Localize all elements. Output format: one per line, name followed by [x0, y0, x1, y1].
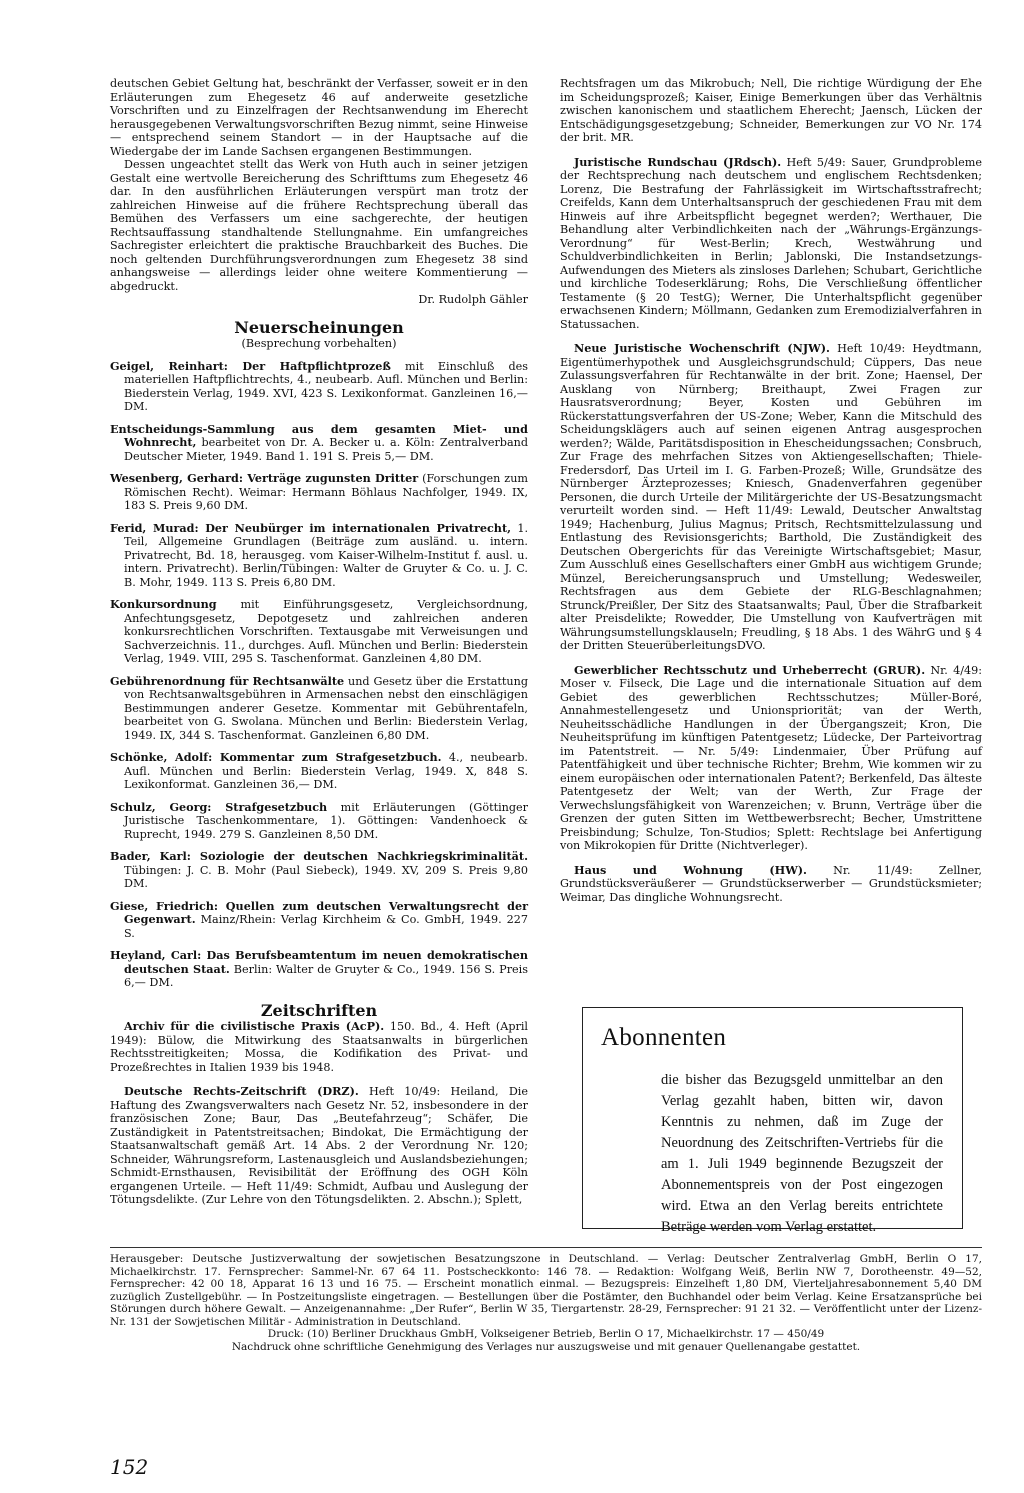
book-entry-heading: Giese, Friedrich: Quellen zum deutschen Verwaltungsrecht der Gegenwart.: [110, 898, 528, 926]
book-entry-heading: Wesenberg, Gerhard: Verträge zugunsten Dritter: [110, 471, 419, 485]
footer-divider: [110, 1247, 982, 1248]
review-paragraph: Dessen ungeachtet stellt das Werk von Huth auch in seiner jetzigen Gestalt eine wertvolle Bereicherung des Schrifttums zum Ehegesetz 46 dar. In den ausführlichen Erläuterungen verspürt man trotz der zahlreichen Hinweise auf die frühere Rechtsprechung überall das Bemühen des Verfassers um eine sachgerechte, der heutigen Rechtsauffassung standhaltende Stellungnahme. Ein umfangreiches Sachregister erleichtert die praktische Brauchbarkeit des Buches. Die noch geltenden Durchführungsverordnungen zum Ehegesetz 38 sind anhangsweise — allerdings leider ohne weitere Kommentierung — abgedruckt.: [110, 158, 528, 293]
book-entry-details: Mainz/Rhein: Verlag Kirchheim & Co. GmbH, 1949. 227 S.: [124, 913, 528, 940]
review-signature: Dr. Rudolph Gähler: [418, 293, 528, 306]
book-entry-details: 1. Teil, Allgemeine Grundlagen (Beiträge zum ausländ. u. intern. Privatrecht, Bd. 18, herausgeg. vom Kaiser-Wilhelm-Institut f. ausl. u. intern. Privatrecht). Berlin/Tübingen: Walter de Gruyter & Co. u. J. C. B. Mohr, 1949. 113 S. Preis 6,80 DM.: [124, 521, 529, 589]
journal-entry-heading: Haus und Wohnung (HW).: [574, 862, 807, 877]
right-column: [560, 77, 982, 915]
journal-entry-details: 150. Bd., 4. Heft (April 1949): Bülow, die Mitwirkung des Staatsanwalts in bürgerlichen Rechtsstreitigkeiten; Mossa, die Kodifikation des Privat- und Prozeßrechtes in Italien 1939 bis 1948.: [110, 1020, 528, 1074]
book-entry-heading: Ferid, Murad: Der Neubürger im internationalen Privatrecht,: [110, 520, 512, 535]
imprint-reprint-notice: Nachdruck ohne schriftliche Genehmigung des Verlages nur auszugsweise und mit genauer Quellenangabe gestattet.: [231, 1340, 861, 1353]
journal-entry-heading: Gewerblicher Rechtsschutz und Urheberrecht (GRUR).: [574, 662, 926, 677]
book-entry: [110, 423, 528, 464]
book-entry-details: Tübingen: J. C. B. Mohr (Paul Siebeck), 1949. XV, 209 S. Preis 9,80 DM.: [124, 863, 528, 890]
journal-entry: [560, 864, 982, 905]
journal-entry: [110, 1020, 528, 1074]
section-title-zeitschriften: Zeitschriften: [260, 1000, 378, 1020]
journal-list-right: [560, 156, 982, 905]
book-entry: [110, 900, 528, 941]
imprint: [110, 1253, 982, 1353]
journal-entry-details: Nr. 11/49: Zellner, Grundstücksveräußerer — Grundstückserwerber — Grundstücksmieter; Weimar, Das dingliche Wohnungsrecht.: [560, 863, 982, 904]
journal-entry: [560, 664, 982, 853]
subscriber-notice-box: [582, 1007, 963, 1235]
book-entry: [110, 801, 528, 842]
book-list: [110, 360, 528, 990]
review-paragraph: deutschen Gebiet Geltung hat, beschränkt der Verfasser, soweit er in den Erläuterungen zum Ehegesetz 46 auf anderweite gesetzliche Vorschriften und zu Einzelfragen der Rechtsanwendung im Eherecht herausgegebenen Verwaltungsvorschriften Bezug nimmt, seine Hinweise — entsprechend seinem Standort — in der Hauptsache auf die Wiedergabe der im Lande Sachsen ergangenen Bestimmungen.: [110, 77, 528, 158]
imprint-text: Herausgeber: Deutsche Justizverwaltung der sowjetischen Besatzungszone in Deutschland. — Verlag: Deutscher Zentralverlag GmbH, Berlin O 17, Michaelkirchstr. 17. Fernsprecher: Sammel-Nr. 67 64 11. Postscheckkonto: 146 78. — Redaktion: Wolfgang Weiß, Berlin NW 7, Dorotheenstr. 49—52, Fernsprecher: 42 00 18, Apparat 16 13 und 16 75. — Erscheint monatlich einmal. — Bezugspreis: Einzelheft 1,80 DM, Vierteljahresabonnement 5,40 DM zuzüglich Zustellgebühr. — In Postzeitungsliste eingetragen. — Bestellungen über die Postämter, den Buchhandel oder beim Verlag. Keine Ersatzansprüche bei Störungen durch höhere Gewalt. — Anzeigenannahme: „Der Rufer“, Berlin W 35, Tiergartenstr. 28-29, Fernsprecher: 91 21 32. — Veröffentlicht unter der Lizenz-Nr. 131 der Sowjetischen Militär - Administration in Deutschland.: [110, 1253, 982, 1328]
book-entry-heading: Geigel, Reinhart: Der Haftpflichtprozeß: [110, 358, 391, 373]
journal-list-left: [110, 1020, 528, 1207]
book-entry: [110, 472, 528, 513]
book-entry-heading: Konkursordnung: [110, 597, 217, 611]
journal-entry-details: Heft 5/49: Sauer, Grundprobleme der Rechtsprechung nach deutschem und englischem Rechtsdenken; Lorenz, Die Bestrafung der Fahrlässigkeit im Wirtschaftsstrafrecht; Creifelds, Kann dem Unterhaltsanspruch der geschiedenen Frau mit dem Hinweis auf ihre Arbeitspflicht begegnet werden?; Werthauer, Die Behandlung alter Verbindlichkeiten nach der „Währungs-Ergänzungs-Verordnung“ für West-Berlin; Krech, Westwährung und Schuldverbindlichkeiten in Berlin; Jablonski, Die Instandsetzungs-Aufwendungen des Mieters als zinsloses Darlehen; Schubart, Gerichtliche und kirchliche Todeserklärung; Rohs, Die Verschließung öffentlicher Testamente (§ 20 TestG); Werner, Die Unterhaltspflicht gegenüber erwachsenen Kindern; Möllmann, Gedanken zum Eremodizialverfahren in Statussachen.: [560, 155, 983, 331]
book-entry-details: mit Einschluß des materiellen Haftpflichtrechts, 4., neubearb. Aufl. München und Berlin: Biederstein Verlag, 1949. XVI, 423 S. Lexikonformat. Ganzleinen 16,— DM.: [124, 359, 528, 413]
book-entry: [110, 522, 528, 590]
journal-entry: [560, 342, 982, 653]
journal-entry-heading: Archiv für die civilistische Praxis (AcP).: [124, 1019, 385, 1033]
book-entry-heading: Gebührenordnung für Rechtsanwälte: [110, 673, 345, 688]
journal-entry-details: Heft 10/49: Heydtmann, Eigentümerhypothek und Ausgleichsgrundschuld; Cüppers, Das neue Zulassungsverfahren für Rechtanwälte in der brit. Zone; Haensel, Der Ausklang von Nürnberg; Breithaupt, Zwei Fragen zur Hausratsverordnung; Beyer, Kosten und Gebühren im Rückerstattungsverfahren der US-Zone; Weber, Kann die Mitschuld des Scheidungsklägers auch auf seinen eigenen Antrag ausgesprochen werden?; Wälde, Paritätsdisposition in Ehescheidungssachen; Consbruch, Zur Frage des mehrfachen Sitzes von Aktiengesellschaften; Thiele-Fredersdorf, Das Urteil im I. G. Farben-Prozeß; Wille, Grundsätze des Nürnberger Ärzteprozesses; Kniesch, Gnadenverfahren gegenüber Personen, die durch Urteile der Militärgerichte der US-Besatzungsmacht verurteilt worden sind. — Heft 11/49: Lewald, Deutscher Anwaltstag 1949; Hachenburg, Julius Magnus; Pritsch, Rechtsmittelzulassung und Entlastung des Revisionsgerichts; Barthold, Die Zuständigkeit des Deutschen Obergerichts für das Vereinigte Wirtschaftsgebiet; Masur, Zum Ausschluß eines Gesellschafters einer GmbH aus wichtigem Grunde; Münzel, Bereicherungsanspruch und Umstellung; Wedesweiler, Rechtsfragen aus dem Gebiete der RLG-Beschlagnahmen; Strunck/Preißler, Der Sitz des Staatsanwalts; Paul, Über die Strafbarkeit alter Preisdelikte; Rowedder, Die Umstellung von Kaufverträgen mit Währungsumstellungsklauseln; Freudling, § 18 Abs. 1 des WährG und § 4 der Dritten SteuerüberleitungsDVO.: [560, 342, 982, 652]
book-entry-heading: Schulz, Georg: Strafgesetzbuch: [110, 799, 328, 814]
journal-entry-heading: Deutsche Rechts-Zeitschrift (DRZ).: [124, 1084, 359, 1098]
continued-text: Rechtsfragen um das Mikrobuch; Nell, Die richtige Würdigung der Ehe im Scheidungsprozeß; Kaiser, Einige Bemerkungen über das Verhältnis zwischen kanonischem und staatlichem Eherecht; Jaensch, Lücken der Entschädigungsgesetzgebung; Schneider, Bemerkungen zur VO Nr. 174 der brit. MR.: [560, 77, 982, 144]
book-entry-heading: Heyland, Carl: Das Berufsbeamtentum im neuen demokratischen deutschen Staat.: [110, 948, 528, 976]
book-entry-details: (Forschungen zum Römischen Recht). Weimar: Hermann Böhlaus Nachfolger, 1949. IX, 183 S. Preis 9,60 DM.: [124, 472, 529, 512]
book-entry-details: bearbeitet von Dr. A. Becker u. a. Köln: Zentralverband Deutscher Mieter, 1949. Band 1. 191 S. Preis 5,— DM.: [124, 436, 528, 463]
section-subtitle: (Besprechung vorbehalten): [241, 337, 397, 350]
journal-entry-heading: Neue Juristische Wochenschrift (NJW).: [574, 341, 830, 355]
book-entry-details: 4., neubearb. Aufl. München und Berlin: Biederstein Verlag, 1949. X, 848 S. Lexikonformat. Ganzleinen 36,— DM.: [124, 751, 528, 791]
notice-title: Abonnenten: [601, 1024, 727, 1051]
notice-text: die bisher das Bezugsgeld unmittelbar an den Verlag gezahlt haben, bitten wir, davon Kenntnis zu nehmen, daß im Zuge der Neuordnung des Zeitschriften-Vertriebs für die am 1. Juli 1949 beginnende Bezugszeit der Abonnementspreis von der Post eingezogen wird. Etwa an den Verlag bereits entrichtete Beträge werden vom Verlag erstattet.: [661, 1072, 943, 1235]
journal-entry-details: Nr. 4/49: Moser v. Filseck, Die Lage und die internationale Situation auf dem Gebiet des gewerblichen Rechtsschutzes; Müller-Boré, Annahmestellengesetz und Unionspriorität; van der Werth, Neuheitsschädliche Handlungen in der Übergangszeit; Kron, Die Neuheitsprüfung im künftigen Patentgesetz; Lüdecke, Der Parteivortrag im Patentstreit. — Nr. 5/49: Lindenmaier, Über Prüfung auf Patentfähigkeit und über technische Richter; Brehm, Wie kommen wir zu einem europäischen oder internationalen Patent?; Berkenfeld, Das älteste Patentgesetz der Welt; van der Werth, Zur Frage der Verwechslungsfähigkeit von Warenzeichen; v. Brunn, Verträge über die Grenzen der guten Sitten im Wettbewerbsrecht; Becher, Umstrittene Preisbindung; Schulze, Ton-Studios; Splett: Rechtslage bei Anfertigung von Mikrokopien für Dritte (Nichtverleger).: [560, 663, 982, 852]
book-entry-details: und Gesetz über die Erstattung von Rechtsanwaltsgebühren in Armensachen nebst den einschlägigen Bestimmungen anderer Gesetze. Kommentar mit Gebührentafeln, bearbeitet von G. Swolana. München und Berlin: Biederstein Verlag, 1949. IX, 344 S. Taschenformat. Ganzleinen 6,80 DM.: [124, 674, 528, 742]
book-entry: [110, 598, 528, 666]
book-entry: [110, 675, 528, 743]
book-entry-heading: Schönke, Adolf: Kommentar zum Strafgesetzbuch.: [110, 750, 442, 764]
imprint-print: Druck: (10) Berliner Druckhaus GmbH, Volkseigener Betrieb, Berlin O 17, Michaelkirchstr. 17 — 450/49: [267, 1328, 825, 1340]
book-entry: [110, 949, 528, 990]
book-entry: [110, 850, 528, 891]
book-entry-heading: Entscheidungs-Sammlung aus dem gesamten Miet- und Wohnrecht,: [110, 421, 528, 449]
journal-entry: [110, 1085, 528, 1207]
book-entry: [110, 360, 528, 414]
page-number: 152: [110, 1455, 149, 1479]
left-column: [110, 77, 528, 1218]
section-title-neuerscheinungen: Neuerscheinungen: [234, 317, 404, 337]
book-entry-details: mit Erläuterungen (Göttinger Juristische Taschenkommentare, 1). Göttingen: Vandenhoeck & Ruprecht, 1949. 279 S. Ganzleinen 8,50 DM.: [124, 800, 528, 841]
book-entry-details: Berlin: Walter de Gruyter & Co., 1949. 156 S. Preis 6,— DM.: [124, 962, 528, 989]
journal-entry-details: Heft 10/49: Heiland, Die Haftung des Zwangsverwalters nach Gesetz Nr. 52, insbesondere in der französischen Zone; Baur, Das „Beutefahrzeug“; Schäfer, Die Zuständigkeit in Patentstreitsachen; Bindokat, Die Ermächtigung der Staatsanwaltschaft gemäß Art. 14 Abs. 2 der Verordnung Nr. 120; Schneider, Währungsreform, Lastenausgleich und Auslandsbeziehungen; Schmidt-Ernsthausen, Revisibilität der Eröffnung des OGH Köln ergangenen Urteile. — Heft 11/49: Schmidt, Aufbau und Auslegung der Tötungsdelikte. (Zur Lehre von den Tötungsdelikten. 2. Abschn.); Splett,: [110, 1085, 528, 1206]
journal-entry-heading: Juristische Rundschau (JRdsch).: [574, 154, 782, 169]
book-entry-details: mit Einführungsgesetz, Vergleichsordnung, Anfechtungsgesetz, Depotgesetz und zahlreichen anderen konkursrechtlichen Vorschriften. Textausgabe mit Verweisungen und Sachverzeichnis. 11., durchges. Aufl. München und Berlin: Biederstein Verlag, 1949. VIII, 295 S. Taschenformat. Ganzleinen 4,80 DM.: [124, 598, 528, 665]
journal-entry: [560, 156, 982, 332]
book-entry-heading: Bader, Karl: Soziologie der deutschen Nachkriegskriminalität.: [110, 849, 528, 863]
book-entry: [110, 751, 528, 792]
